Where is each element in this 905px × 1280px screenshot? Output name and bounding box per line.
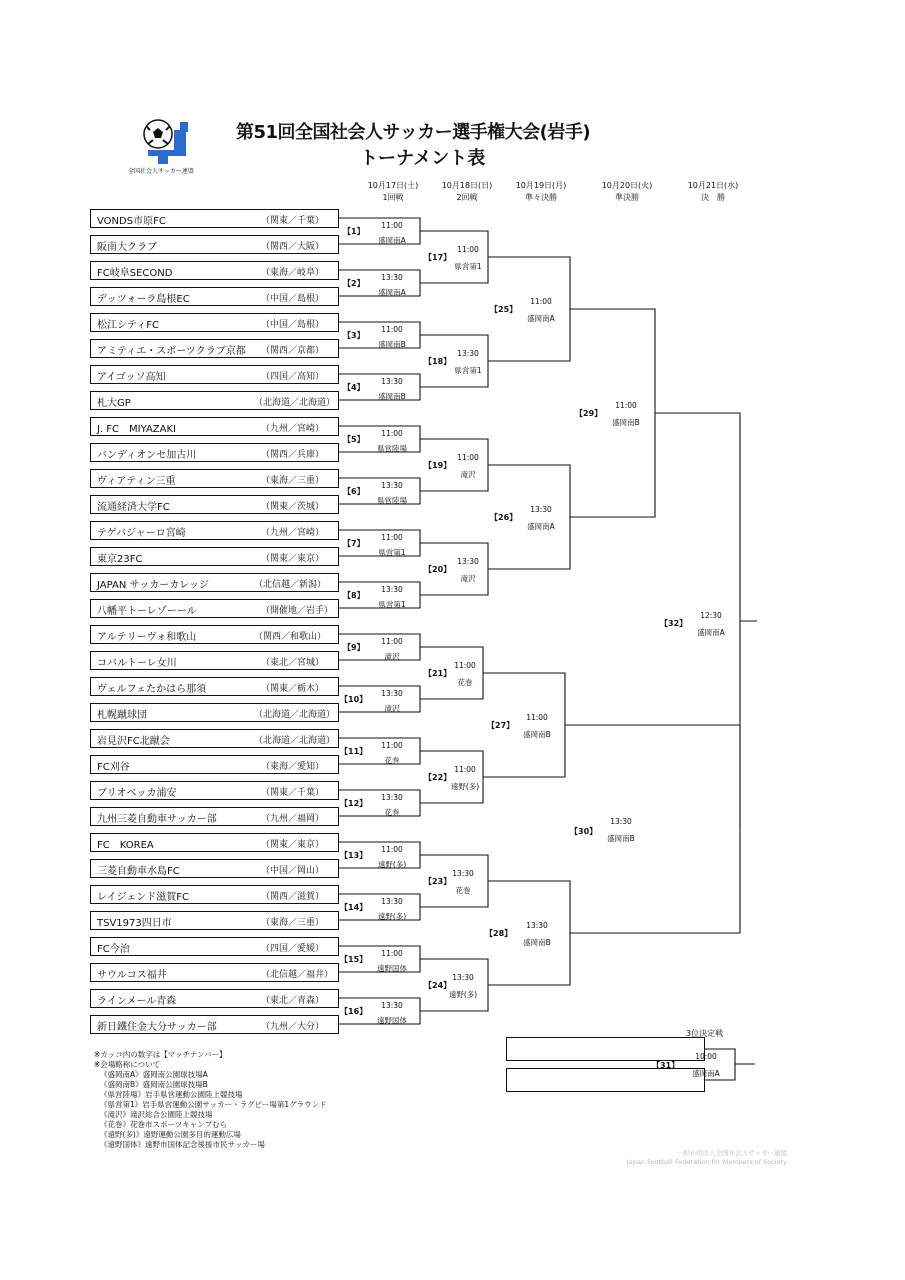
round-date: 10月21日(水) [687,181,739,190]
third-place-slot [506,1037,705,1061]
team-region: （九州／宮崎） [261,424,325,434]
match-number: 【19】 [424,461,452,470]
match-time: 11:00 [615,401,637,410]
team-region: （東北／青森） [261,996,325,1006]
team-name: 札幌蹴球団 [97,710,147,721]
third-place-slot [506,1068,705,1092]
match-time: 13:30 [381,377,403,386]
logo-caption: 全国社会人サッカー連盟 [128,168,194,175]
match-number: 【1】 [343,227,365,236]
match-time: 13:30 [381,481,403,490]
match-number: 【18】 [424,357,452,366]
team-region: （北海道／北海道） [254,736,336,746]
match-venue: 県営第1 [378,548,406,557]
team-slot [90,963,339,982]
match-venue: 盛岡南B [612,418,640,427]
match-number: 【13】 [340,851,368,860]
match-venue: 盛岡南B [523,938,551,947]
match-number: 【29】 [575,409,603,418]
match-time: 11:00 [457,245,479,254]
team-name: 新日鐵住金大分サッカー部 [97,1022,217,1033]
match-venue: 滝沢 [384,652,400,661]
team-name: 流通経済大学FC [97,502,170,513]
match-number: 【32】 [660,619,688,628]
note-line: 《遠野国体》遠野市国体記念後援市民サッカー場 [100,1140,265,1149]
team-region: （東海／三重） [261,918,325,928]
match-time: 13:30 [457,557,479,566]
match-number: 【10】 [340,695,368,704]
match-time: 13:30 [452,973,474,982]
team-name: 三菱自動車水島FC [97,866,180,877]
match-time: 13:30 [381,1001,403,1010]
team-region: （関西／兵庫） [261,450,325,460]
match-time: 13:30 [530,505,552,514]
round-name: 2回戦 [456,193,478,202]
team-name: 札大GP [97,398,131,409]
team-slot [90,989,339,1008]
team-slot [90,573,339,592]
team-slot [90,807,339,826]
match-venue: 県営第1 [454,262,482,271]
match-number: 【15】 [340,955,368,964]
match-time: 13:30 [381,585,403,594]
team-slot [90,547,339,566]
team-region: （北信越／福井） [261,970,334,980]
match-number: 【21】 [424,669,452,678]
match-venue: 花巻 [457,678,473,687]
team-slot [90,625,339,644]
match-number: 【30】 [570,827,598,836]
team-name: FC今治 [97,944,130,955]
team-region: （東海／愛知） [261,762,325,772]
team-region: （東海／三重） [261,476,325,486]
page-subtitle: トーナメント表 [360,148,486,169]
match-time: 11:00 [381,325,403,334]
match-time: 13:30 [381,689,403,698]
match-time: 11:00 [381,741,403,750]
match-number: 【20】 [424,565,452,574]
team-name: J. FC MIYAZAKI [97,424,176,435]
note-line: 《県営第1》岩手県営運動公園サッカー・ラグビー場第1グラウンド [100,1100,327,1109]
match-number: 【5】 [343,435,365,444]
team-slot [90,599,339,618]
team-region: （九州／大分） [261,1022,325,1032]
match-venue: 県営第1 [378,600,406,609]
match-time: 11:00 [381,845,403,854]
match-venue: 盛岡南B [378,340,406,349]
team-name: TSV1973四日市 [97,918,172,929]
team-name: 九州三菱自動車サッカー部 [97,814,217,825]
match-number: 【17】 [424,253,452,262]
team-slot [90,677,339,696]
team-slot [90,469,339,488]
match-number: 【9】 [343,643,365,652]
team-name: アルテリーヴォ和歌山 [97,632,197,643]
match-number: 【2】 [343,279,365,288]
team-name: FC刈谷 [97,762,130,773]
match-time: 10:00 [695,1052,717,1061]
team-name: ヴェルフェたかはら那須 [97,684,207,695]
round-date: 10月20日(火) [601,181,653,190]
footer-org: 一般社団法人全国社会人サッカー連盟 [676,1149,787,1157]
match-number: 【14】 [340,903,368,912]
round-date: 10月17日(土) [367,181,419,190]
team-slot [90,235,339,254]
match-venue: 遠野(多) [448,990,478,999]
note-line: 《盛岡南B》盛岡南公園球技場B [100,1080,208,1089]
team-name: JAPAN サッカーカレッジ [97,580,210,591]
team-slot [90,859,339,878]
team-region: （九州／福岡） [261,814,325,824]
match-venue: 花巻 [384,808,400,817]
team-name: サウルコス福井 [97,970,167,981]
team-slot [90,1015,339,1034]
match-number: 【28】 [485,929,513,938]
match-venue: 盛岡南B [523,730,551,739]
team-region: （東海／岐阜） [261,268,325,278]
team-name: 松江シティFC [97,320,159,331]
round-name: 準々決勝 [525,193,557,202]
team-slot [90,833,339,852]
team-name: バンディオンセ加古川 [97,450,197,461]
match-venue: 盛岡南B [378,392,406,401]
match-venue: 盛岡南A [692,1069,720,1078]
match-time: 11:00 [381,221,403,230]
team-region: （中国／岡山） [261,866,325,876]
match-venue: 遠野国体 [377,1016,407,1025]
team-slot [90,443,339,462]
team-slot [90,937,339,956]
page-title: 第51回全国社会人サッカー選手権大会(岩手) [236,122,591,143]
team-name: デッツォーラ島根EC [97,294,190,305]
team-slot [90,287,339,306]
team-slot [90,391,339,410]
team-name: コバルトーレ女川 [97,658,177,669]
match-venue: 遠野(多) [377,860,407,869]
match-time: 11:00 [454,661,476,670]
match-time: 13:30 [457,349,479,358]
team-region: （関東／千葉） [261,216,325,226]
team-name: VONDS市原FC [97,216,166,227]
team-slot [90,521,339,540]
match-time: 11:00 [530,297,552,306]
match-venue: 県営第1 [454,366,482,375]
match-time: 11:00 [381,429,403,438]
team-slot [90,885,339,904]
note-line: 《盛岡南A》盛岡南公園球技場A [100,1070,208,1079]
team-slot [90,651,339,670]
team-name: 阪南大クラブ [97,242,157,253]
team-slot [90,339,339,358]
match-venue: 遠野国体 [377,964,407,973]
team-name: FC KOREA [97,840,154,851]
team-region: （関西／大阪） [261,242,325,252]
match-venue: 滝沢 [460,470,476,479]
team-region: （関東／東京） [261,554,325,564]
match-time: 11:00 [381,637,403,646]
match-time: 13:30 [381,273,403,282]
match-time: 11:00 [454,765,476,774]
team-name: テゲバジャーロ宮崎 [97,528,186,539]
match-number: 【22】 [424,773,452,782]
match-venue: 盛岡南A [378,288,406,297]
match-venue: 花巻 [384,756,400,765]
note-line: 《遠野(多)》遠野運動公園多目的運動広場 [100,1130,241,1139]
team-region: （関東／東京） [261,840,325,850]
match-venue: 遠野(多) [377,912,407,921]
team-region: （北海道／北海道） [254,398,336,408]
match-time: 11:00 [457,453,479,462]
match-number: 【31】 [652,1061,680,1070]
team-slot [90,261,339,280]
match-time: 11:00 [381,533,403,542]
team-slot [90,703,339,722]
team-name: 八幡平トーレゾーール [97,606,197,617]
match-venue: 花巻 [455,886,471,895]
match-time: 13:30 [381,897,403,906]
team-slot [90,495,339,514]
match-venue: 遠野(多) [450,782,480,791]
match-number: 【16】 [340,1007,368,1016]
team-name: アイゴッソ高知 [97,372,166,383]
match-venue: 県営陸場 [377,496,407,505]
team-region: （関西／京都） [261,346,325,356]
team-region: （北信越／新潟） [254,580,327,590]
team-region: （中国／島根） [261,320,325,330]
match-venue: 滝沢 [384,704,400,713]
round-name: 1回戦 [382,193,404,202]
note-line: 《滝沢》滝沢総合公園陸上競技場 [100,1110,213,1119]
team-name: 岩見沢FC北蹴会 [97,736,170,747]
team-slot [90,365,339,384]
note-line: ※会場略称について [94,1060,161,1069]
match-number: 【23】 [424,877,452,886]
round-name: 決 勝 [701,193,725,202]
match-time: 11:00 [526,713,548,722]
match-venue: 盛岡南A [378,236,406,245]
team-region: （関西／和歌山） [254,632,327,642]
round-name: 準決勝 [615,193,639,202]
match-time: 13:30 [526,921,548,930]
team-region: （中国／島根） [261,294,325,304]
match-number: 【4】 [343,383,365,392]
match-number: 【12】 [340,799,368,808]
team-name: 東京23FC [97,554,143,565]
team-slot [90,729,339,748]
match-number: 【24】 [424,981,452,990]
team-region: （関東／栃木） [261,684,325,694]
match-time: 13:30 [610,817,632,826]
note-line: 《花巻》花巻市スポーツキャンプむら [100,1120,228,1129]
team-name: ラインメール青森 [97,996,177,1007]
team-slot [90,209,339,228]
match-number: 【27】 [487,721,515,730]
match-number: 【8】 [343,591,365,600]
team-name: FC岐阜SECOND [97,268,173,279]
match-venue: 盛岡南A [527,314,555,323]
note-line: ※カッコ内の数字は【マッチナンバー】 [94,1050,227,1059]
footer-org-en: Japan Football Federation for Members of Society [626,1158,787,1166]
match-time: 13:30 [381,793,403,802]
match-venue: 盛岡南B [607,834,635,843]
match-time: 11:00 [381,949,403,958]
team-region: （関東／千葉） [261,788,325,798]
third-place-label: 3位決定戦 [686,1029,724,1038]
team-region: （東北／宮城） [261,658,325,668]
team-region: （北海道／北海道） [254,710,336,720]
team-name: ヴィアティン三重 [97,476,176,487]
team-region: （開催地／岩手） [261,606,334,616]
note-line: 《県営陸場》岩手県営運動公園陸上競技場 [100,1090,243,1099]
match-venue: 盛岡南A [527,522,555,531]
team-name: ブリオベッカ浦安 [97,788,177,799]
team-slot [90,781,339,800]
team-slot [90,417,339,436]
match-time: 13:30 [452,869,474,878]
match-number: 【26】 [490,513,518,522]
team-region: （四国／高知） [261,372,325,382]
team-name: アミティエ・スポーツクラブ京都 [97,346,246,357]
team-region: （関西／滋賀） [261,892,325,902]
team-slot [90,911,339,930]
team-region: （四国／愛媛） [261,944,325,954]
match-venue: 盛岡南A [697,628,725,637]
match-venue: 滝沢 [460,574,476,583]
match-number: 【7】 [343,539,365,548]
team-slot [90,755,339,774]
team-region: （関東／茨城） [261,502,325,512]
match-number: 【3】 [343,331,365,340]
match-time: 12:30 [700,611,722,620]
match-number: 【25】 [490,305,518,314]
round-date: 10月18日(日) [441,181,493,190]
team-slot [90,313,339,332]
team-name: レイジェンド滋賀FC [97,892,190,903]
match-number: 【6】 [343,487,365,496]
match-venue: 県営陸場 [377,444,407,453]
round-date: 10月19日(月) [515,181,567,190]
match-number: 【11】 [340,747,368,756]
team-region: （九州／宮崎） [261,528,325,538]
